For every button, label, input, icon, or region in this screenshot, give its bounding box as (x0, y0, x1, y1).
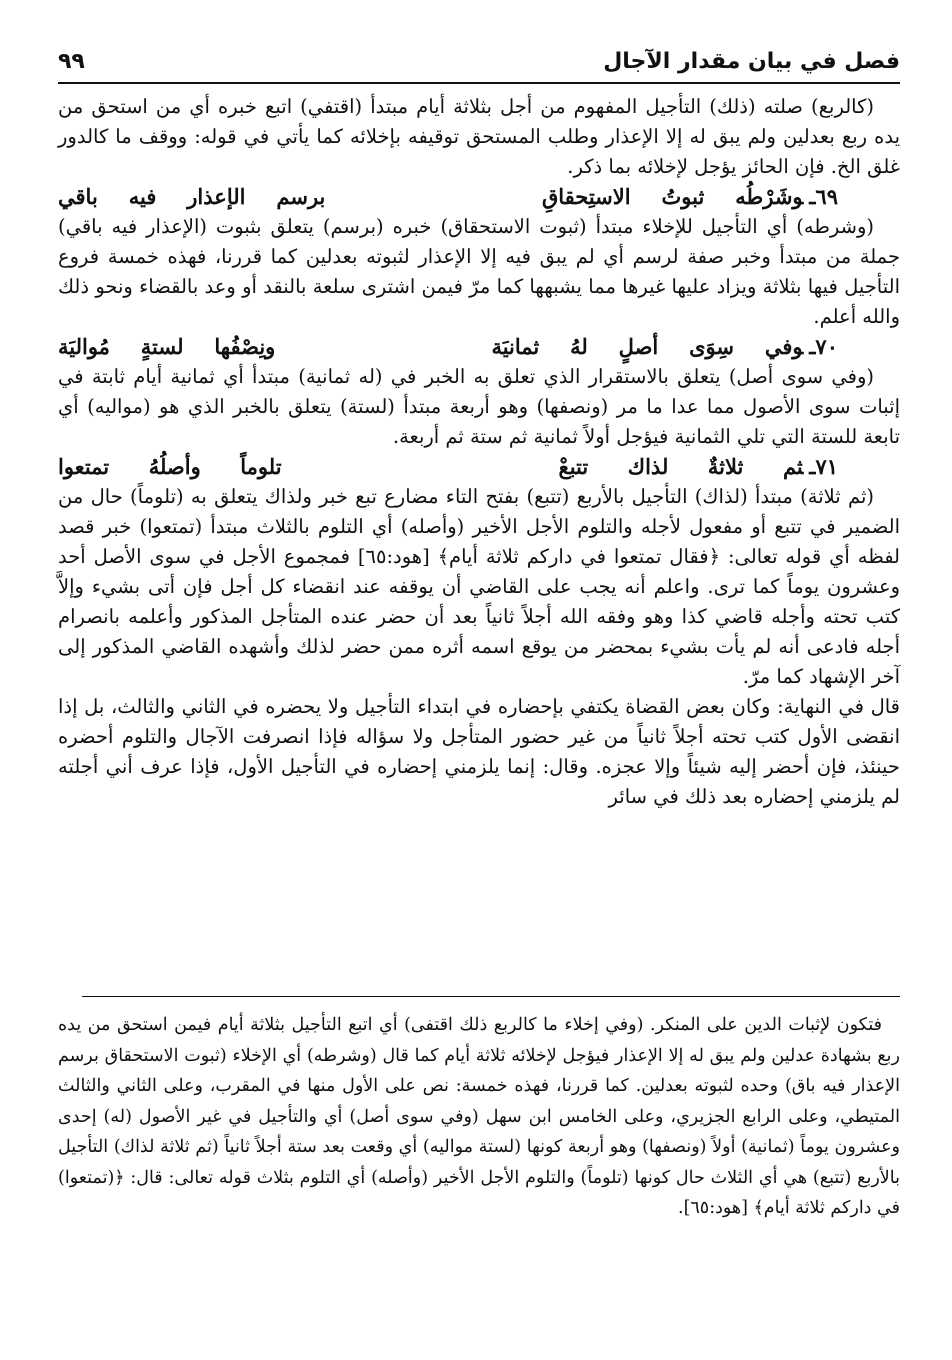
running-title: فصل في بيان مقدار الآجال (603, 49, 900, 74)
verse-70 (58, 332, 900, 362)
page-header (58, 30, 900, 74)
verse-70-first-hemistich: وفي سِوَى أصلٍ لهُ ثمانيَة (491, 334, 804, 359)
verse-69-number: ٦٩ـ (809, 184, 838, 209)
verse-71 (58, 452, 900, 482)
footnote-rule (82, 996, 900, 997)
footnote-text: فتكون لإثبات الدين على المنكر. (وفي إخلاء ما كالربع ذلك اقتفى) أي اتبع التأجيل بثلاثة أيام فيمن استحق من يده ربع بشهادة عدلين ولم يبق له إلا الإعذار فيؤجل لإخلائه ثلاثة أيام كما قال (وشرطه) أي الإخلاء (ثبوت الاستحقاق برسم الإعذار فيه باق) وحده لثبوته بعدلين. كما قررنا، فهذه خمسة: نص على الأول منها في المقرب، وعلى الثاني والثالث المتيطي، وعلى الرابع الجزيري، وعلى الخامس ابن سهل (وفي سوى أصل) أي والتأجيل في غير الأصول (له) إحدى وعشرون يوماً (ثمانية) أولاً (ونصفها) وهو أربعة كونها (لستة مواليه) أي وقعت بعد ستة أجلاً ثانياً (ثم ثلاثة لذاك) التأجيل بالأربع (تتبع) هي أي الثلاث حال كونها (تلوماً) والتلوم الأجل الأخير (وأصله) أي التلوم بثلاث قوله تعالى: قال: ﴿(تمتعوا) في داركم ثلاثة أيام﴾ [هود:٦٥]. (58, 1015, 900, 1218)
verse-71-number: ٧١ـ (809, 454, 838, 479)
verse-71-first-hemistich: ثم ثلاثةٌ لذاك تتبعْ (558, 454, 804, 479)
verse-69-first-hemistich: وشَرْطُه ثبوتُ الاستِحقاقِ (541, 184, 804, 209)
page-number: ٩٩ (58, 49, 85, 74)
verse-69 (58, 182, 900, 212)
verse-69-second-hemistich: برسم الإعذار فيه باقي (58, 184, 326, 209)
paragraph-2: (وشرطه) أي التأجيل للإخلاء مبتدأ (ثبوت الاستحقاق) خبره (برسم) يتعلق بثبوت (الإعذار فيه باقي) جملة من مبتدأ وخبر صفة لرسم أي لم يبق فيه إلا الإعذار لثبوته بعدلين كما قررنا، فهذه خمسة فروع التأجيل فيها بثلاثة ويزاد عليها غيرها مما يشبهها كما مرّ فيمن اشترى سلعة بالنقد أو وعد بالقضاء ونحو ذلك والله أعلم. (58, 215, 900, 328)
verse-71-second-hemistich: تلوماً وأصلُهُ تمتعوا (58, 454, 282, 479)
paragraph-1: (كالربع) صلته (ذلك) التأجيل المفهوم من أجل بثلاثة أيام مبتدأ (اقتفي) اتبع خبره أي من استحق من يده ربع بعدلين ولم يبق له إلا الإعذار وطلب المستحق توقيفه بإخلائه كما يأتي في قوله: ووقف ما كالدور غلق الخ. فإن الحائز يؤجل لإخلائه بما ذكر. (58, 95, 900, 178)
main-text (58, 92, 900, 812)
paragraph-3: (وفي سوى أصل) يتعلق بالاستقرار الذي تعلق به الخبر في (له ثمانية) مبتدأ أي ثمانية أيام ثابتة في إثبات سوى الأصول مما عدا ما مر (ونصفها) وهو أربعة مبتدأ (لستة) يتعلق بالخبر الذي هو (مواليه) أي تابعة للستة التي تلي الثمانية فيؤجل أولاً ثمانية ثم ستة ثم أربعة. (58, 365, 900, 448)
verse-70-second-hemistich: ونِصْفُها لستةٍ مُواليَة (58, 334, 276, 359)
footnotes (58, 1010, 900, 1224)
header-rule (58, 82, 900, 84)
verse-70-number: ٧٠ـ (809, 334, 838, 359)
paragraph-4: (ثم ثلاثة) مبتدأ (لذاك) التأجيل بالأربع (تتبع) بفتح التاء مضارع تبع خبر ولذاك يتعلق به (تلوماً) حال من الضمير في تتبع أو مفعول لأجله والتلوم الأجل الأخير (وأصله) أي التلوم بالثلاث مبتدأ (تمتعوا) خبر قصد لفظه أي قوله تعالى: ﴿فقال تمتعوا في داركم ثلاثة أيام﴾ [هود:٦٥] فمجموع الأجل في سوى الأصل أحد وعشرون يوماً كما ترى. واعلم أنه يجب على القاضي أن يوقفه عند انقضاء كل أجل فإن أتى بشيء وإلاَّ كتب تحته وأجله قاضي كذا وهو وفقه الله أجلاً ثانياً بعد أن حضر عنده المتأجل المذكور وأعلمه بانصرام أجله فادعى أنه لم يأت بشيء بمحضر من يوقع اسمه أثره ممن حضر لذلك وأشهده القاضي المذكور إلى آخر الإشهاد كما مرّ. (58, 485, 900, 688)
paragraph-5: قال في النهاية: وكان بعض القضاة يكتفي بإحضاره في ابتداء التأجيل ولا يحضره في الثاني والثالث، بل إذا انقضى الأول كتب تحته أجلاً ثانياً من غير حضور المتأجل ولا سؤاله فإذا انصرفت الآجال والتلوم أحضره حينئذ، فإن أحضر إليه شيئاً وإلا عجزه. وقال: إنما يلزمني إحضاره في التأجيل الأول، فإذا عرف أني أجلته لم يلزمني إحضاره بعد ذلك في سائر (58, 695, 900, 808)
